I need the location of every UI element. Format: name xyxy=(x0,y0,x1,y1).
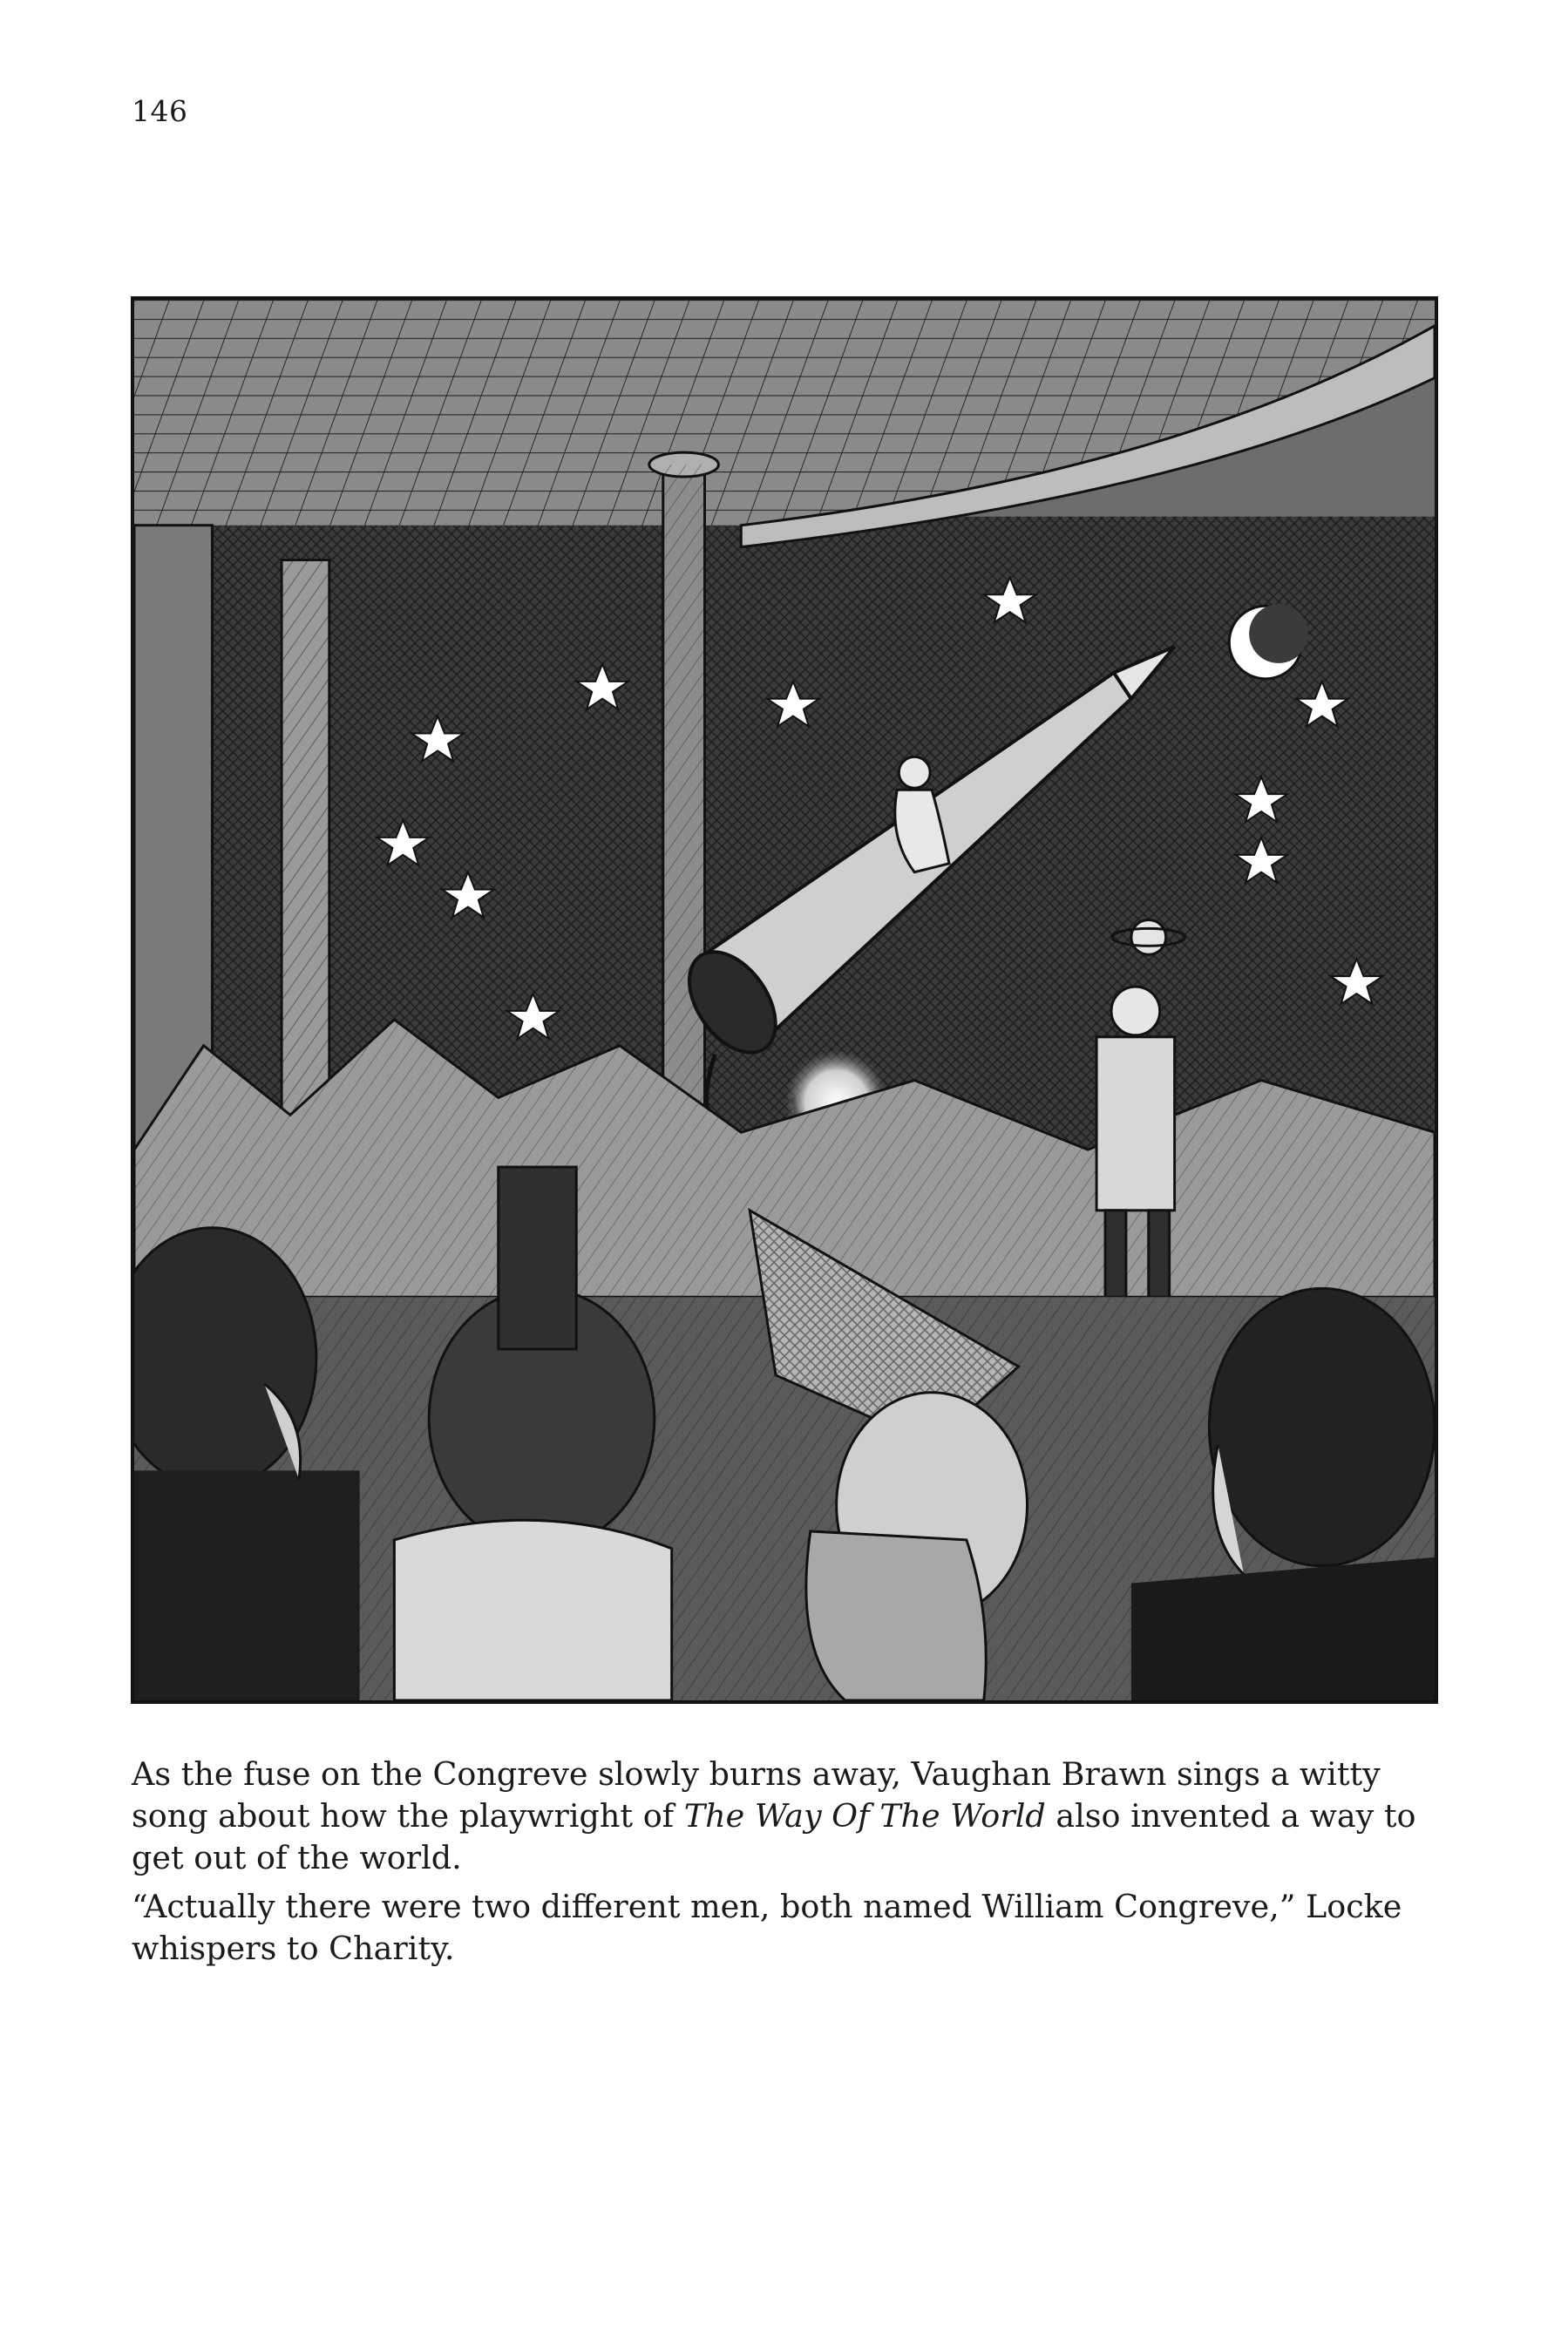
caption-p1-before: As the fuse on the Congreve slowly burns away, Vaughan Brawn sings a witty song about how the playwright of xyxy=(132,1755,1381,1835)
play-title: The Way Of The World xyxy=(683,1797,1046,1835)
caption-p1-after: also invented a way to get out of the world. xyxy=(132,1797,1416,1876)
page-number: 146 xyxy=(132,94,188,128)
caption-paragraph-2: “Actually there were two different men, both named William Congreve,” Locke whispers to Charity. xyxy=(132,1888,1402,1967)
caption xyxy=(132,1754,1448,1977)
caption-paragraph-1 xyxy=(132,1754,1448,1879)
ceiling xyxy=(134,300,1435,526)
theater-scene-drawing xyxy=(134,300,1435,1700)
illustration-theater-scene xyxy=(131,296,1438,1704)
